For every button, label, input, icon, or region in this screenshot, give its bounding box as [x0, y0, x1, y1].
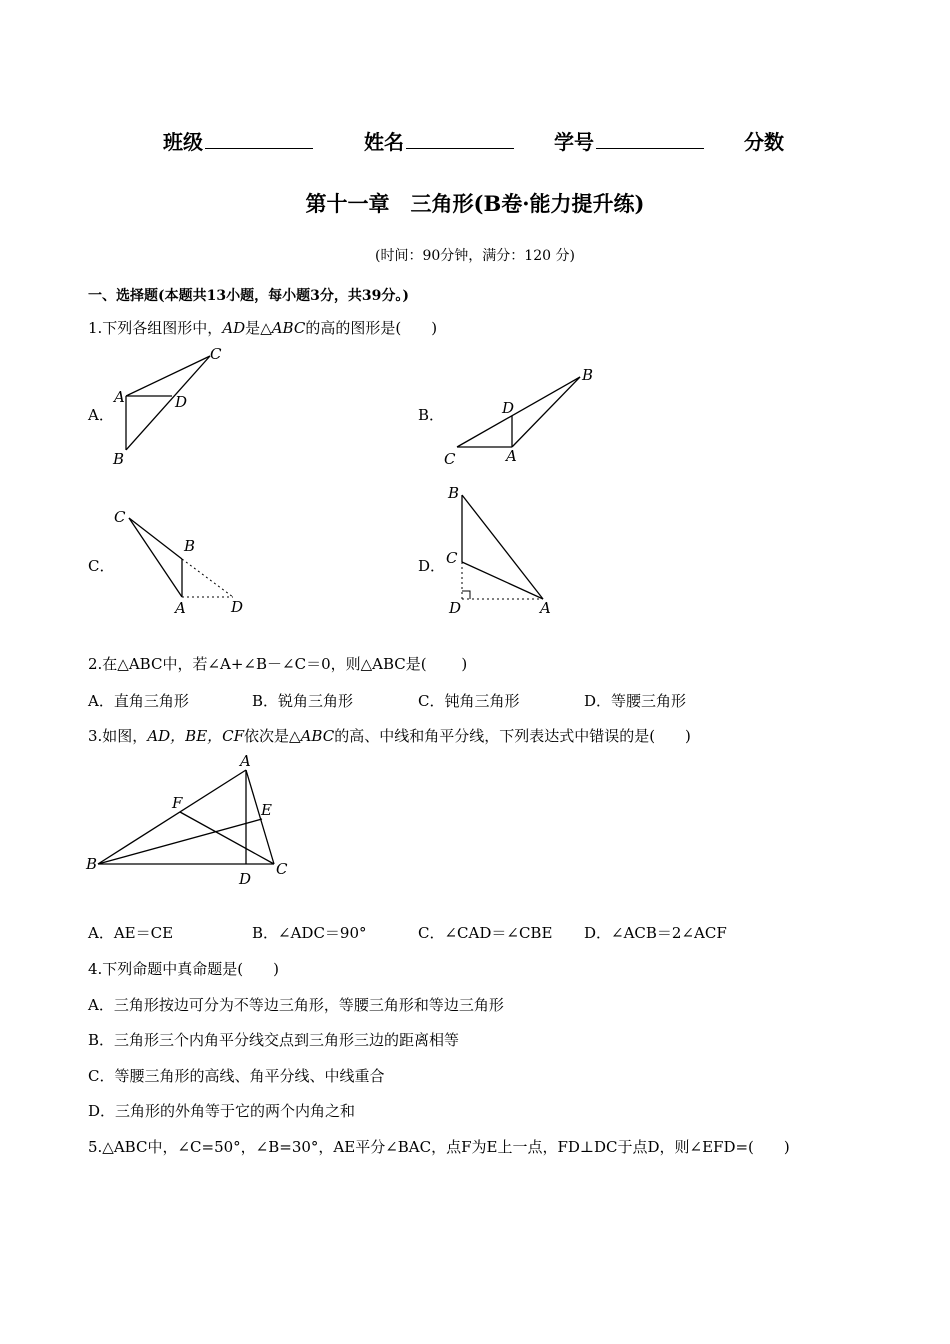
name-label: 姓名 [364, 130, 404, 154]
q3-label-B: B [86, 855, 98, 873]
q2-stem: 2.在△ABC中，若∠A+∠B－∠C＝0，则△ABC是( ) [88, 655, 468, 673]
figD-label-D: D [449, 599, 462, 617]
q1-stem-ad: AD [222, 319, 246, 337]
figC-label-A: A [175, 599, 186, 617]
q1-option-a-label[interactable]: A． [88, 406, 114, 424]
q1-stem-text-b: 是 [245, 319, 261, 337]
q3-stem-text-a: 3.如图， [88, 727, 148, 745]
q3-label-F: F [172, 794, 183, 812]
q3-label-D: D [239, 870, 252, 888]
q1-stem-triangle: △ABC [260, 319, 306, 337]
section-heading: 一、选择题(本题共13小题，每小题3分，共39分。) [88, 288, 409, 304]
q3-label-A: A [240, 752, 251, 770]
figD-label-C: C [446, 549, 458, 567]
q2-option-b[interactable]: B．锐角三角形 [252, 692, 354, 710]
q5-stem: 5.△ABC中，∠C=50°，∠B=30°，AE平分∠BAC，点F为E上一点，FD⊥DC于点D，则∠EFD=( ) [88, 1138, 790, 1156]
q2-option-c[interactable]: C．钝角三角形 [418, 692, 520, 710]
figB-label-C: C [444, 450, 456, 468]
figC-label-D: D [231, 598, 244, 616]
q4-option-d[interactable]: D．三角形的外角等于它的两个内角之和 [88, 1102, 356, 1120]
q3-stem-text-c: 的高、中线和角平分线，下列表达式中错误的是( ) [334, 727, 691, 745]
q3-stem-triangle: △ABC [289, 727, 335, 745]
q1-option-b-label[interactable]: B． [418, 406, 445, 424]
q2-option-d[interactable]: D．等腰三角形 [584, 692, 687, 710]
q2-option-a[interactable]: A．直角三角形 [88, 692, 189, 710]
q3-option-a[interactable]: A．AE＝CE [88, 924, 174, 942]
q1-stem-text-a: 1.下列各组图形中， [88, 319, 223, 337]
score-label: 分数 [744, 130, 784, 154]
figA-label-D: D [175, 393, 188, 411]
q3-stem-text-b: 依次是 [244, 727, 290, 745]
figB-label-A: A [506, 447, 517, 465]
q4-option-a[interactable]: A．三角形按边可分为不等边三角形，等腰三角形和等边三角形 [88, 996, 504, 1014]
id-label: 学号 [554, 130, 594, 154]
q3-option-d[interactable]: D．∠ACB＝2∠ACF [584, 924, 727, 942]
figC-label-B: B [184, 537, 196, 555]
figD-label-B: B [448, 484, 460, 502]
q1-option-d-label[interactable]: D． [418, 557, 446, 575]
figD-label-A: A [540, 599, 551, 617]
figB-label-D: D [502, 399, 515, 417]
page-subtitle: (时间：90分钟，满分：120 分) [375, 248, 575, 264]
class-label: 班级 [163, 130, 203, 154]
q4-option-b[interactable]: B．三角形三个内角平分线交点到三角形三边的距离相等 [88, 1031, 460, 1049]
q3-label-E: E [261, 801, 272, 819]
q4-stem: 4.下列命题中真命题是( ) [88, 960, 280, 978]
q3-option-b[interactable]: B．∠ADC＝90° [252, 924, 367, 942]
figA-label-B: B [113, 450, 125, 468]
figB-label-B: B [582, 366, 594, 384]
q3-option-c[interactable]: C．∠CAD＝∠CBE [418, 924, 553, 942]
page-title: 第十一章 三角形(B卷·能力提升练) [305, 191, 645, 216]
q1-option-c-label[interactable]: C． [88, 557, 115, 575]
figC-label-C: C [114, 508, 126, 526]
figA-label-C: C [210, 345, 222, 363]
q4-option-c[interactable]: C．等腰三角形的高线、角平分线、中线重合 [88, 1067, 385, 1085]
q1-stem-text-c: 的高的图形是( ) [305, 319, 438, 337]
q3-label-C: C [276, 860, 288, 878]
figA-label-A: A [114, 388, 125, 406]
q3-stem-vars: AD，BE，CF [147, 727, 245, 745]
